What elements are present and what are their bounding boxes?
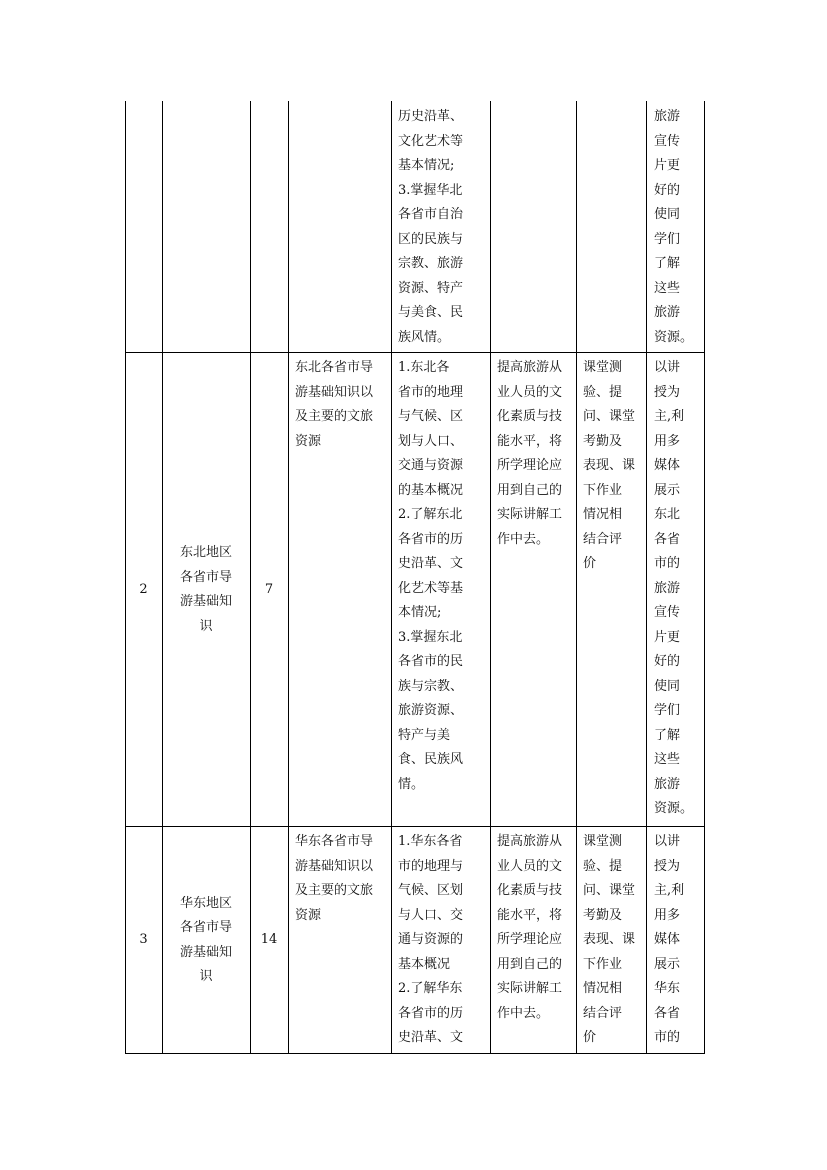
cell-line: 东北 <box>654 507 681 522</box>
cell-line: 宗教、旅游 <box>398 256 464 271</box>
cell-line: 好的 <box>654 182 681 198</box>
cell-line: 情。 <box>398 776 425 792</box>
table-vertical-rule <box>250 101 251 1054</box>
cell-line: 2 <box>139 581 148 597</box>
cell-line: 华东 <box>654 981 681 996</box>
cell-line: 游基础知识以 <box>295 384 374 400</box>
cell-line: 用多 <box>654 907 681 923</box>
cell-line: 学们 <box>654 231 681 247</box>
cell-line: 下作业 <box>583 482 623 498</box>
cell-line: 展示 <box>654 956 681 972</box>
method-cell-text <box>654 105 696 350</box>
assessment-cell-text <box>583 356 639 577</box>
cell-line: 这些 <box>654 752 681 767</box>
cell-line: 各省市的历 <box>398 1005 464 1021</box>
cell-line: 1.东北各 <box>398 360 450 375</box>
requirements-cell <box>398 830 483 1051</box>
module-cell <box>169 356 243 824</box>
table-vertical-rule <box>490 101 491 1054</box>
content-cell-text <box>295 830 384 928</box>
assessment-cell <box>583 830 639 1051</box>
objectives-cell <box>497 105 569 350</box>
seq-cell <box>132 830 155 1051</box>
table-vertical-rule <box>288 101 289 1054</box>
cell-line: 资源。 <box>654 801 694 816</box>
cell-line: 各省市自治 <box>398 207 464 222</box>
cell-line: 好的 <box>654 654 681 669</box>
cell-line: 提高旅游从 <box>497 834 563 849</box>
cell-line: 这些 <box>654 280 681 296</box>
seq-cell <box>132 105 155 350</box>
cell-line: 能水平，将 <box>497 433 563 449</box>
cell-line: 以讲 <box>654 360 681 375</box>
cell-line: 旅游 <box>654 305 681 320</box>
cell-line: 考勤及 <box>583 907 623 923</box>
cell-line: 市的 <box>654 556 681 571</box>
cell-line: 宣传 <box>654 605 681 620</box>
requirements-cell <box>398 105 483 350</box>
cell-line: 各省 <box>654 531 681 547</box>
cell-line: 课堂测 <box>583 834 623 849</box>
cell-line: 史沿革、文 <box>398 556 464 571</box>
cell-line: 游基础知 <box>179 594 232 609</box>
cell-line: 华东各省市导 <box>295 834 374 849</box>
cell-line: 及主要的文旅 <box>295 409 374 424</box>
requirements-cell-text <box>398 356 483 797</box>
cell-line: 族风情。 <box>398 329 451 345</box>
cell-line: 资源 <box>295 907 322 923</box>
cell-line: 各省市的历 <box>398 531 464 547</box>
cell-line: 族与宗教、 <box>398 678 464 694</box>
cell-line: 课堂测 <box>583 360 623 375</box>
cell-line: 价 <box>583 1030 597 1045</box>
cell-line: 片更 <box>654 629 681 645</box>
cell-line: 价 <box>583 556 597 571</box>
content-cell <box>295 356 384 824</box>
cell-line: 通与资源的 <box>398 932 464 947</box>
cell-line: 14 <box>260 932 278 948</box>
table-vertical-rule <box>391 101 392 1054</box>
cell-line: 文化艺术等 <box>398 133 464 149</box>
requirements-cell-text <box>398 830 483 1051</box>
cell-line: 史沿革、文 <box>398 1030 464 1045</box>
cell-line: 2.了解华东 <box>398 981 463 996</box>
cell-line: 特产与美 <box>398 727 451 743</box>
cell-line: 旅游资源、 <box>398 703 464 718</box>
requirements-cell <box>398 356 483 824</box>
cell-line: 各省市的民 <box>398 654 464 669</box>
hours-cell <box>257 830 281 1051</box>
cell-line: 表现、课 <box>583 932 636 947</box>
cell-line: 3 <box>139 932 148 948</box>
table-vertical-rule <box>646 101 647 1054</box>
cell-line: 食、民族风 <box>398 752 464 767</box>
cell-line: 华东地区 <box>179 895 232 911</box>
cell-line: 本情况; <box>398 605 442 620</box>
cell-line: 用到自己的 <box>497 956 563 972</box>
cell-line: 使同 <box>654 207 681 222</box>
seq-cell <box>132 356 155 824</box>
cell-line: 旅游 <box>654 776 681 792</box>
objectives-cell-text <box>497 356 569 552</box>
cell-line: 资源、特产 <box>398 280 464 296</box>
content-cell-text <box>295 356 384 454</box>
cell-line: 3.掌握华北 <box>398 182 463 198</box>
cell-line: 表现、课 <box>583 458 636 473</box>
cell-line: 旅游 <box>654 580 681 596</box>
cell-line: 了解 <box>654 727 681 743</box>
cell-line: 下作业 <box>583 956 623 972</box>
cell-line: 化素质与技 <box>497 883 563 898</box>
method-cell <box>654 830 696 1051</box>
cell-line: 化素质与技 <box>497 409 563 424</box>
cell-line: 实际讲解工 <box>497 981 563 996</box>
cell-line: 展示 <box>654 482 681 498</box>
objectives-cell-text <box>497 830 569 1026</box>
table-vertical-rule <box>704 101 705 1054</box>
cell-line: 所学理论应 <box>497 932 563 947</box>
cell-line: 了解 <box>654 256 681 271</box>
hours-cell <box>257 356 281 824</box>
content-cell <box>295 105 384 350</box>
cell-line: 结合评 <box>583 531 623 547</box>
cell-line: 资源。 <box>654 329 694 345</box>
table-horizontal-rule <box>125 826 705 827</box>
cell-line: 各省市导 <box>179 920 232 935</box>
cell-line: 各省市导 <box>179 569 232 585</box>
objectives-cell <box>497 356 569 824</box>
cell-line: 业人员的文 <box>497 858 563 874</box>
cell-line: 宣传 <box>654 133 681 149</box>
cell-line: 情况相 <box>583 507 623 522</box>
method-cell-text <box>654 356 696 822</box>
module-cell <box>169 105 243 350</box>
cell-line: 识 <box>199 969 213 984</box>
cell-line: 验、提 <box>583 858 623 874</box>
table-horizontal-rule <box>125 352 705 353</box>
cell-line: 授为 <box>654 858 681 874</box>
cell-line: 业人员的文 <box>497 384 563 400</box>
cell-line: 的基本概况 <box>398 482 464 498</box>
cell-line: 旅游 <box>654 109 681 124</box>
cell-line: 媒体 <box>654 458 681 473</box>
cell-line: 作中去。 <box>497 1005 550 1021</box>
cell-line: 识 <box>199 618 213 634</box>
method-cell <box>654 356 696 824</box>
cell-line: 验、提 <box>583 384 623 400</box>
cell-line: 气候、区划 <box>398 883 464 898</box>
hours-cell-text <box>261 928 278 953</box>
cell-line: 划与人口、 <box>398 433 464 449</box>
cell-line: 提高旅游从 <box>497 360 563 375</box>
cell-line: 与美食、民 <box>398 305 464 320</box>
module-cell-text <box>180 541 232 639</box>
cell-line: 能水平，将 <box>497 907 563 923</box>
cell-line: 市的 <box>654 1030 681 1045</box>
cell-line: 东北各省市导 <box>295 360 374 375</box>
cell-line: 交通与资源 <box>398 458 464 473</box>
cell-line: 7 <box>264 581 274 597</box>
requirements-cell-text <box>398 105 483 350</box>
assessment-cell <box>583 356 639 824</box>
cell-line: 使同 <box>654 678 681 694</box>
cell-line: 游基础知 <box>179 944 232 960</box>
assessment-cell <box>583 105 639 350</box>
cell-line: 主,利 <box>654 883 685 898</box>
cell-line: 实际讲解工 <box>497 507 563 522</box>
cell-line: 3.掌握东北 <box>398 629 463 645</box>
cell-line: 用到自己的 <box>497 482 563 498</box>
cell-line: 省市的地理 <box>398 384 464 400</box>
method-cell-text <box>654 830 696 1051</box>
seq-cell-text <box>139 578 147 603</box>
cell-line: 各省 <box>654 1005 681 1021</box>
table-horizontal-rule <box>125 1053 705 1054</box>
cell-line: 学们 <box>654 703 681 718</box>
cell-line: 片更 <box>654 158 681 173</box>
cell-line: 主,利 <box>654 409 685 424</box>
cell-line: 区的民族与 <box>398 231 464 247</box>
cell-line: 以讲 <box>654 834 681 849</box>
cell-line: 2.了解东北 <box>398 507 463 522</box>
cell-line: 考勤及 <box>583 433 623 449</box>
module-cell-text <box>180 892 232 990</box>
cell-line: 游基础知识以 <box>295 858 374 874</box>
assessment-cell-text <box>583 830 639 1051</box>
cell-line: 及主要的文旅 <box>295 883 374 898</box>
cell-line: 作中去。 <box>497 531 550 547</box>
cell-line: 授为 <box>654 384 681 400</box>
hours-cell-text <box>265 578 273 603</box>
cell-line: 问、课堂 <box>583 409 636 424</box>
table-vertical-rule <box>125 101 126 1054</box>
cell-line: 与气候、区 <box>398 409 464 424</box>
method-cell <box>654 105 696 350</box>
cell-line: 化艺术等基 <box>398 580 464 596</box>
content-cell <box>295 830 384 1051</box>
cell-line: 问、课堂 <box>583 883 636 898</box>
cell-line: 东北地区 <box>179 545 232 560</box>
table-vertical-rule <box>162 101 163 1054</box>
cell-line: 情况相 <box>583 981 623 996</box>
cell-line: 所学理论应 <box>497 458 563 473</box>
cell-line: 媒体 <box>654 932 681 947</box>
cell-line: 用多 <box>654 433 681 449</box>
cell-line: 历史沿革、 <box>398 109 464 124</box>
cell-line: 资源 <box>295 433 322 449</box>
seq-cell-text <box>139 928 147 953</box>
cell-line: 与人口、交 <box>398 907 464 923</box>
cell-line: 基本情况; <box>398 158 455 173</box>
table-vertical-rule <box>576 101 577 1054</box>
objectives-cell <box>497 830 569 1051</box>
cell-line: 基本概况 <box>398 956 451 972</box>
cell-line: 市的地理与 <box>398 858 464 874</box>
hours-cell <box>257 105 281 350</box>
cell-line: 1.华东各省 <box>398 834 463 849</box>
module-cell <box>169 830 243 1051</box>
cell-line: 结合评 <box>583 1005 623 1021</box>
